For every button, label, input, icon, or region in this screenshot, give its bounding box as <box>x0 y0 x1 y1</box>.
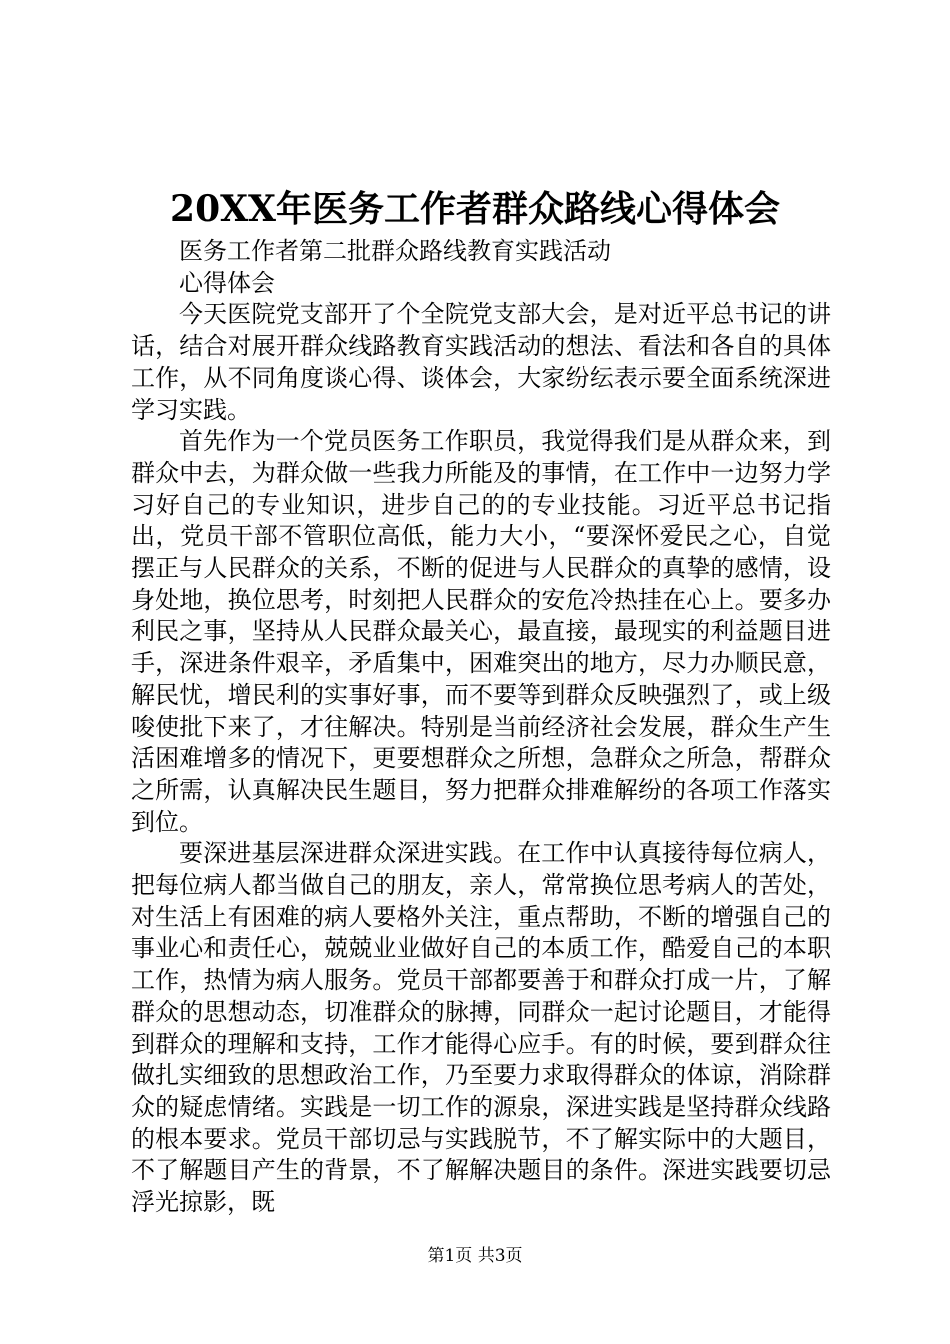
page-number-footer: 第1页 共3页 <box>427 1246 523 1266</box>
subtitle-line-2: 心得体会 <box>179 268 275 297</box>
subtitle-line-1: 医务工作者第二批群众路线教育实践活动 <box>179 237 611 265</box>
document-title: 20XX年医务工作者群众路线心得体会 <box>170 188 780 230</box>
body-paragraph-3: 要深进基层深进群众深进实践。在工作中认真接待每位病人，把每位病人都当做自己的朋友，亲人，常常换位思考病人的苦处，对生活上有困难的病人要格外关注，重点帮助，不断的增强自己的事业心和责任心，兢兢业业做好自己的本质工作，酷爱自己的本职工作，热情为病人服务。党员干部都要善于和群众打成一片，了解群众的思想动态，切准群众的脉搏，同群众一起讨论题目，才能得到群众的理解和支持，工作才能得心应手。有的时候，要到群众往做扎实细致的思想政治工作，乃至要力求取得群众的体谅，消除群众的疑虑情绪。实践是一切工作的源泉，深进实践是坚持群众线路的根本要求。党员干部切忌与实践脱节，不了解实际中的大题目，不了解题目产生的背景，不了解解决题目的条件。深进实践要切忌浮光掠影，既 <box>131 839 831 1217</box>
body-paragraph-2: 首先作为一个党员医务工作职员，我觉得我们是从群众来，到群众中去，为群众做一些我力所能及的事情，在工作中一边努力学习好自己的专业知识，进步自己的的专业技能。习近平总书记指出，党员干部不管职位高低，能力大小，“要深怀爱民之心，自觉摆正与人民群众的关系，不断的促进与人民群众的真挚的感情，设身处地，换位思考，时刻把人民群众的安危冷热挂在心上。要多办利民之事，坚持从人民群众最关心，最直接，最现实的利益题目进手，深进条件艰辛，矛盾集中，困难突出的地方，尽力办顺民意，解民忧，增民利的实事好事，而不要等到群众反映强烈了，或上级唆使批下来了，才往解决。特别是当前经济社会发展，群众生产生活困难增多的情况下，更要想群众之所想，急群众之所急，帮群众之所需，认真解决民生题目，努力把群众排难解纷的各项工作落实到位。 <box>131 427 831 836</box>
document-body <box>131 236 831 1219</box>
body-paragraph-1: 今天医院党支部开了个全院党支部大会，是对近平总书记的讲话，结合对展开群众线路教育实践活动的想法、看法和各自的具体工作，从不同角度谈心得、谈体会，大家纷纭表示要全面系统深进学习实践。 <box>131 300 831 424</box>
